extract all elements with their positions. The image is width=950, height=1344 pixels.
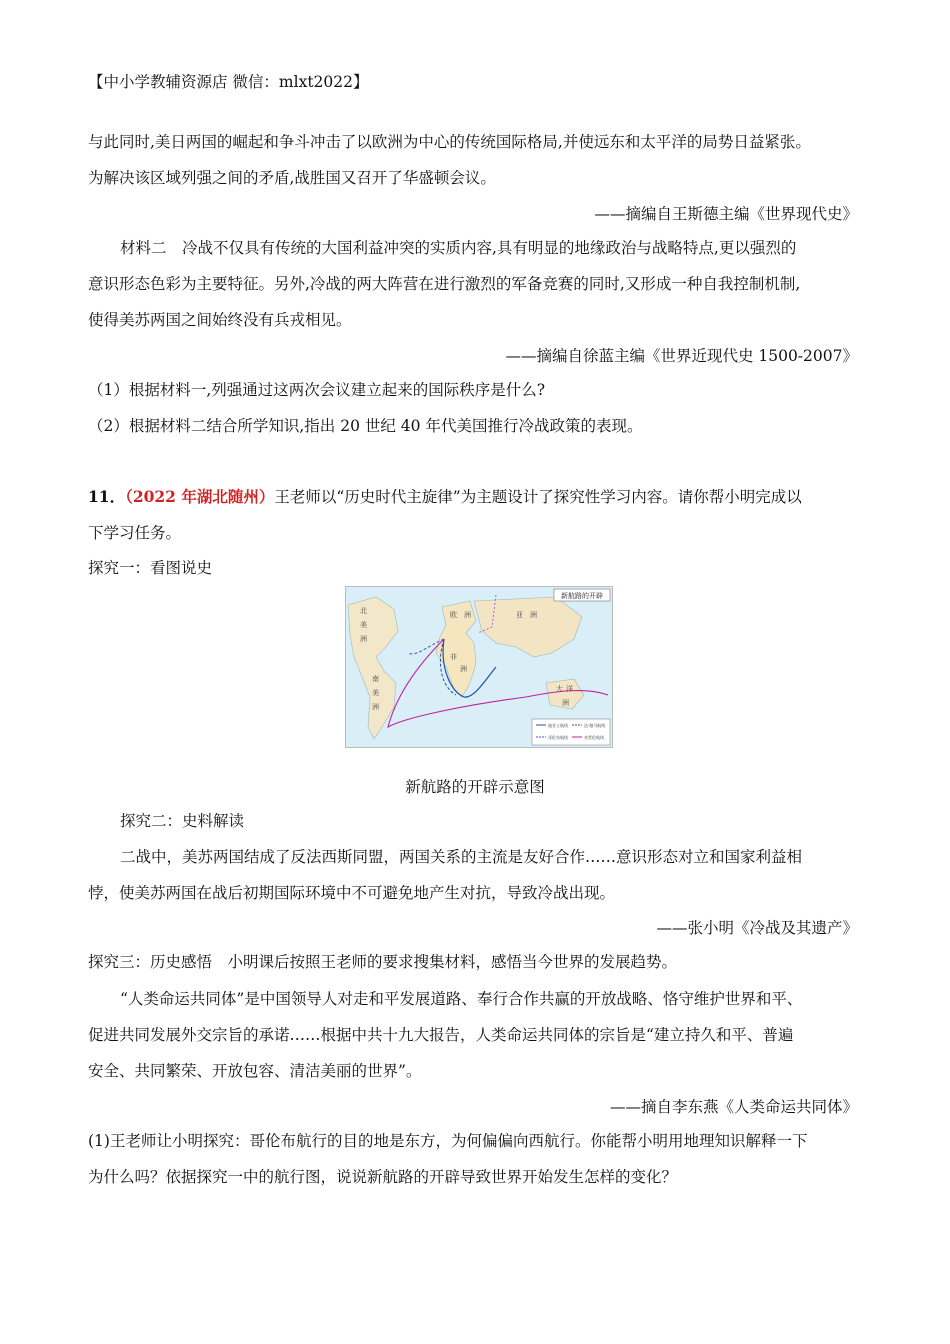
- source-citation: ——张小明《冷战及其遗产》: [656, 919, 858, 937]
- map-label: 大: [556, 685, 563, 693]
- legend-label: 达·伽马航线: [584, 723, 606, 728]
- map-label: 美: [372, 689, 379, 697]
- map-label: 洲: [562, 699, 569, 707]
- legend-label: 哥伦布航线: [548, 735, 568, 740]
- source-citation: ——摘自李东燕《人类命运共同体》: [609, 1098, 858, 1116]
- source-citation: ——摘编自徐蓝主编《世界近现代史 1500-2007》: [505, 347, 858, 365]
- question-1: （1）根据材料一,列强通过这两次会议建立起来的国际秩序是什么?: [88, 381, 546, 399]
- material-two-line: 材料二 冷战不仅具有传统的大国利益冲突的实质内容,具有明显的地缘政治与战略特点,更以强烈的: [120, 239, 797, 257]
- question-number: 11．: [88, 487, 126, 506]
- explore-one-heading: 探究一：看图说史: [88, 559, 213, 577]
- question-11: [88, 486, 802, 508]
- explore-three-line: 安全、共同繁荣、开放包容、清洁美丽的世界”。: [88, 1062, 422, 1080]
- map-title: 新航路的开辟: [561, 592, 603, 600]
- map-label: 亚: [516, 611, 523, 619]
- explore-three-line: “人类命运共同体”是中国领导人对走和平发展道路、奉行合作共赢的开放战略、恪守维护世界和平、: [120, 990, 803, 1008]
- question-source-tag: （2022 年湖北随州）: [125, 487, 275, 506]
- question-text: 王老师以“历史时代主旋律”为主题设计了探究性学习内容。请你帮小明完成以: [274, 488, 802, 506]
- map-caption: 新航路的开辟示意图: [405, 778, 545, 796]
- explore-two-line: 悖，使美苏两国在战后初期国际环境中不可避免地产生对抗，导致冷战出现。: [88, 884, 616, 902]
- map-label: 洋: [566, 685, 573, 693]
- explore-three-line: 促进共同发展外交宗旨的承诺……根据中共十九大报告，人类命运共同体的宗旨是“建立持久和平、普遍: [88, 1026, 794, 1044]
- map-label: 欧: [450, 611, 457, 619]
- material-two-line: 意识形态色彩为主要特征。另外,冷战的两大阵营在进行激烈的军备竞赛的同时,又形成一种自我控制机制,: [88, 275, 801, 293]
- source-citation: ——摘编自王斯德主编《世界现代史》: [594, 205, 858, 223]
- explore-two-heading: 探究二：史料解读: [120, 812, 245, 830]
- question-text-cont: 下学习任务。: [88, 524, 182, 542]
- material-two-line: 使得美苏两国之间始终没有兵戎相见。: [88, 311, 352, 329]
- question-2: （2）根据材料二结合所学知识,指出 20 世纪 40 年代美国推行冷战政策的表现。: [88, 417, 643, 435]
- map-label: 非: [450, 653, 457, 661]
- paragraph-line: 与此同时,美日两国的崛起和争斗冲击了以欧洲为中心的传统国际格局,并使远东和太平洋的局势日益紧张。: [88, 133, 811, 151]
- paragraph-line: 为解决该区域列强之间的矛盾,战胜国又召开了华盛顿会议。: [88, 169, 496, 187]
- map-label: 美: [360, 621, 367, 629]
- legend-label: 麦哲伦航线: [584, 735, 604, 740]
- map-label: 洲: [460, 665, 467, 673]
- legend-label: 迪亚士航线: [548, 723, 568, 728]
- map-label: 洲: [360, 635, 367, 643]
- map-label: 洲: [372, 703, 379, 711]
- sub-question-1-cont: 为什么吗？依据探究一中的航行图，说说新航路的开辟导致世界开始发生怎样的变化？: [88, 1168, 678, 1186]
- explore-two-line: 二战中，美苏两国结成了反法西斯同盟，两国关系的主流是友好合作……意识形态对立和国家利益相: [120, 848, 803, 866]
- map-label: 北: [360, 607, 367, 615]
- header-note: 【中小学教辅资源店 微信：mlxt2022】: [88, 73, 369, 91]
- map-label: 洲: [530, 611, 537, 619]
- map-label: 洲: [464, 611, 471, 619]
- sub-question-1: (1)王老师让小明探究：哥伦布航行的目的地是东方，为何偏偏向西航行。你能帮小明用地理知识解释一下: [88, 1132, 808, 1150]
- explore-three-heading: 探究三：历史感悟 小明课后按照王老师的要求搜集材料，感悟当今世界的发展趋势。: [88, 953, 678, 971]
- new-sea-routes-map: [345, 586, 613, 748]
- map-label: 南: [372, 675, 379, 683]
